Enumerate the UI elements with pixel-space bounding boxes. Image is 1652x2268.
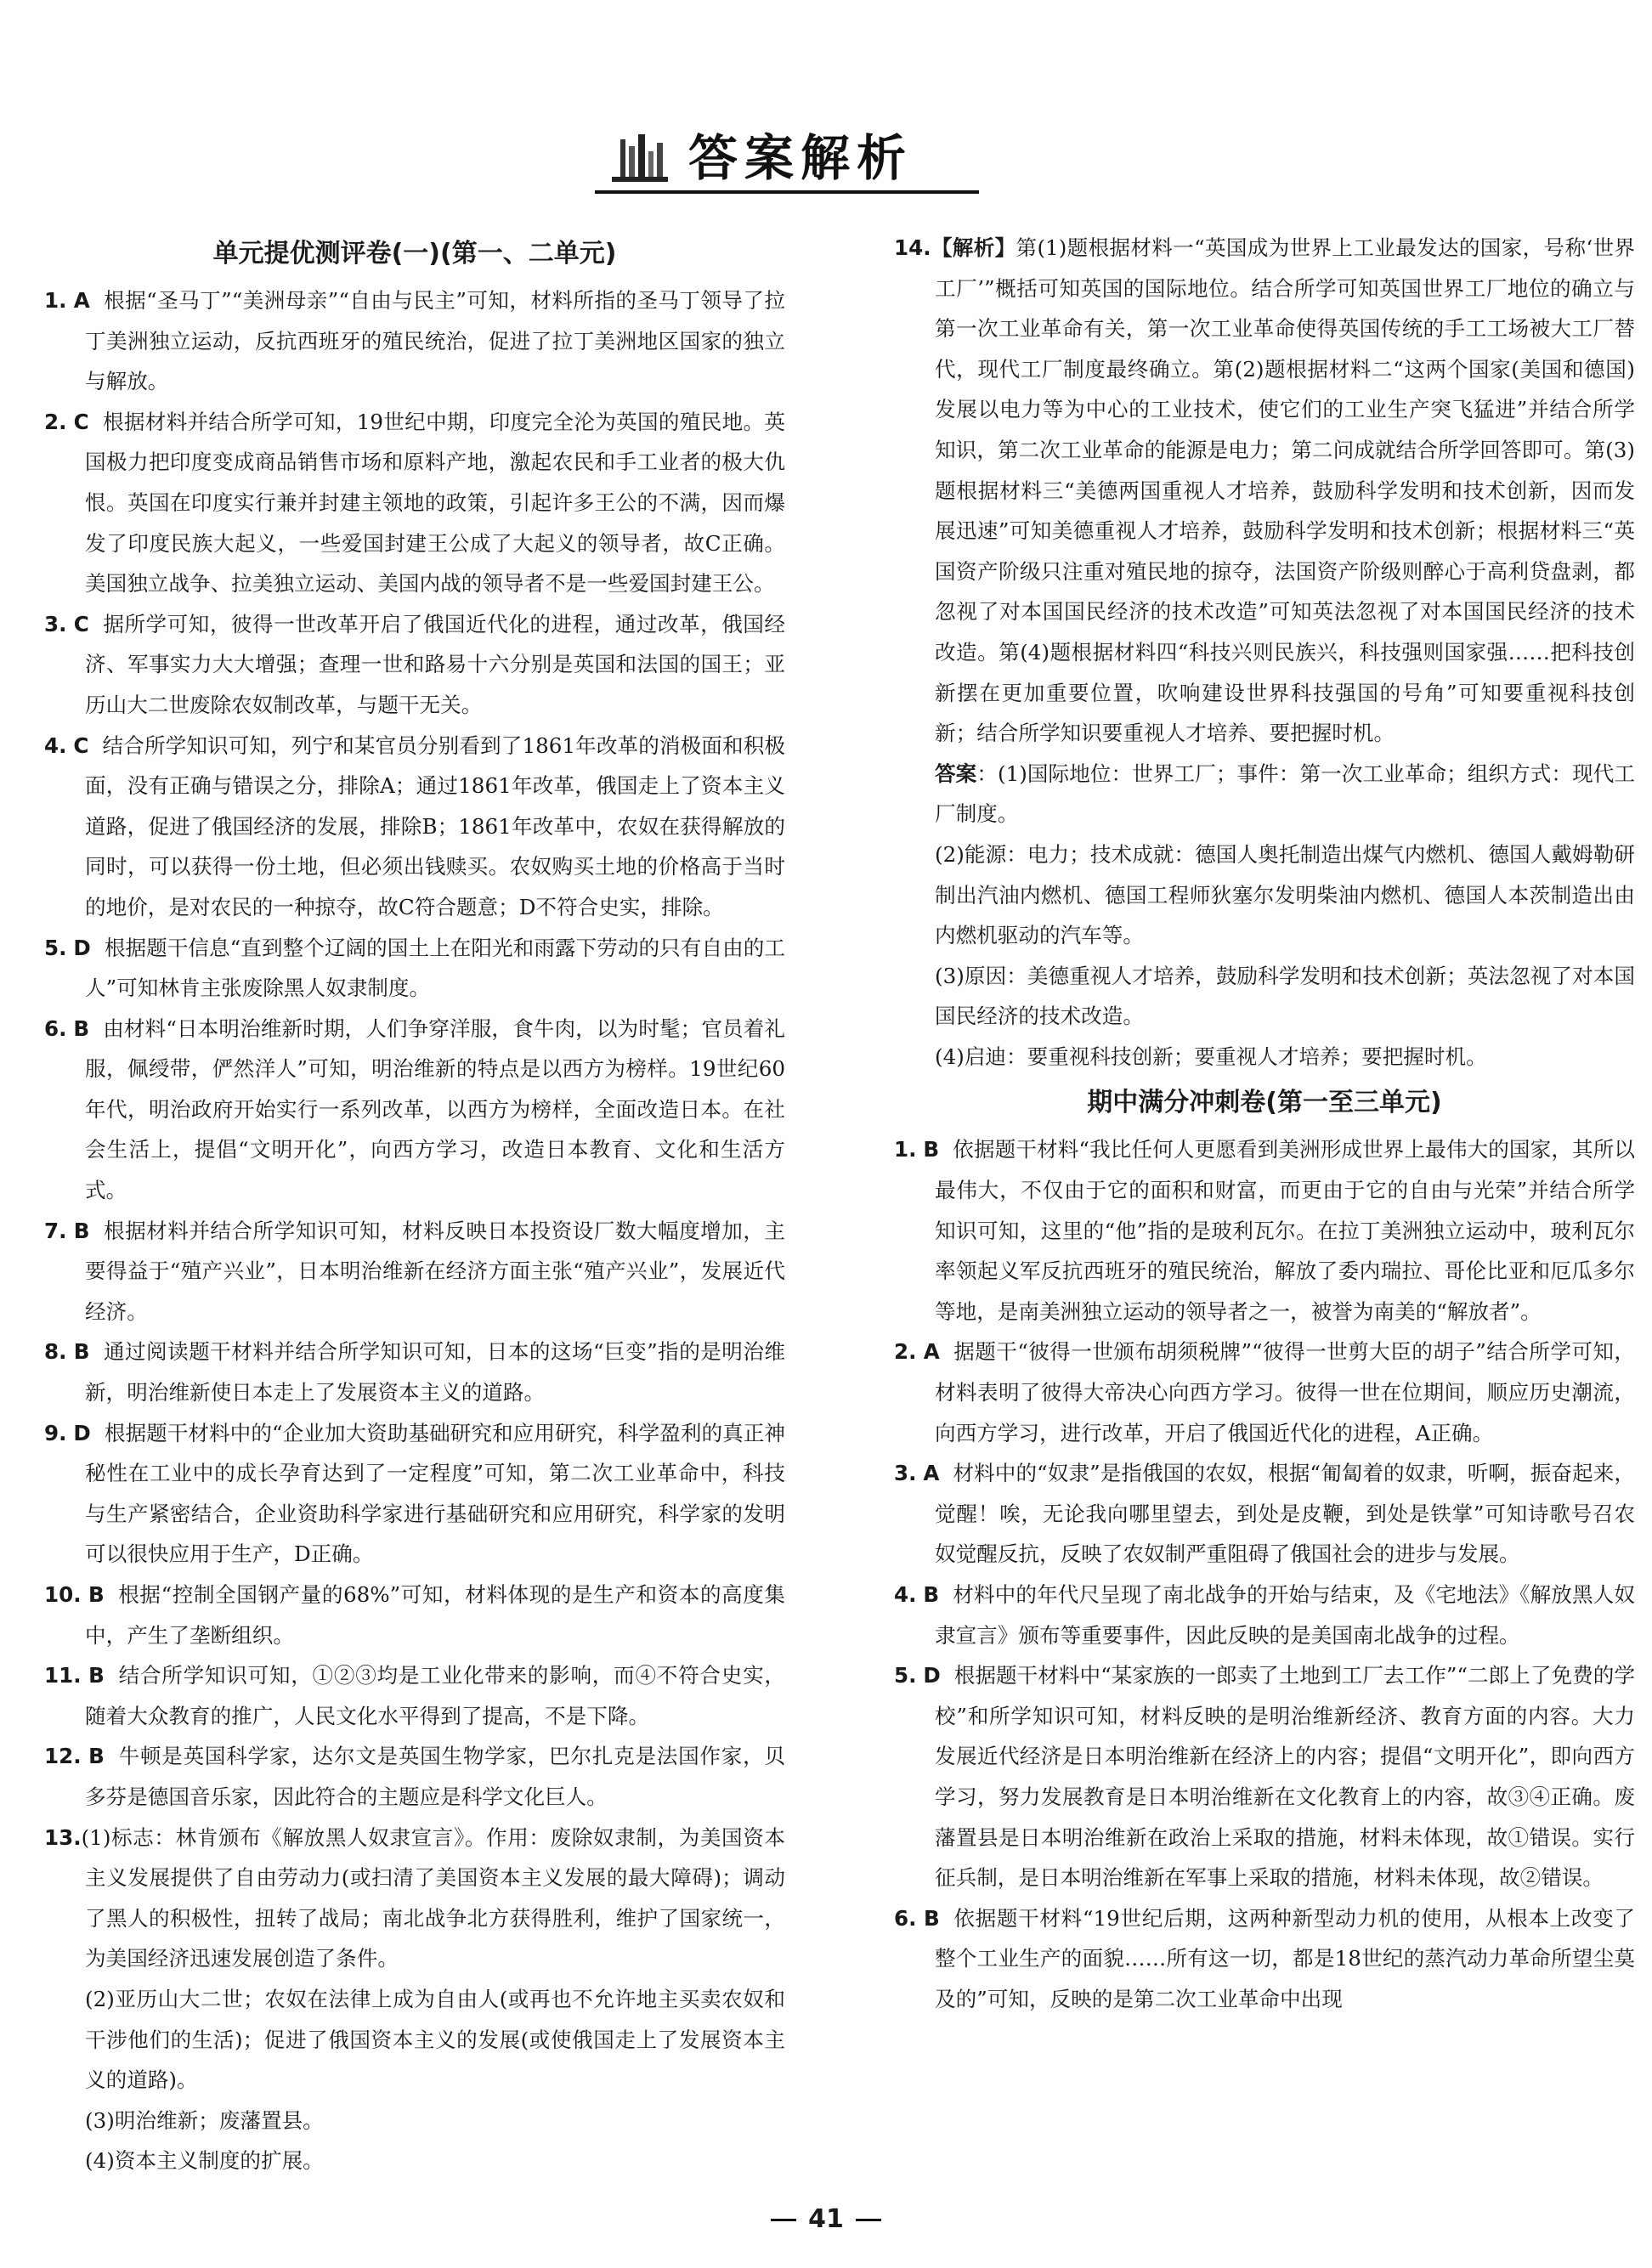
analysis-tag: 【解析】: [931, 235, 1016, 260]
item-answer: D: [73, 935, 91, 960]
sub-answer: (2)亚历山大二世；农奴在法律上成为自由人(或再也不允许地主买卖农奴和干涉他们的生活)；促进了俄国资本主义的发展(或使俄国走上了发展资本主义的道路)。: [85, 1986, 785, 2093]
item-answer: B: [923, 1137, 940, 1162]
answer-item: [44, 1818, 785, 1979]
answer-tag: 答案: [935, 761, 977, 786]
answer-item: [44, 1009, 785, 1211]
section-title: 期中满分冲刺卷(第一至三单元): [1087, 1088, 1442, 1118]
item-number: 3.: [894, 1461, 917, 1486]
sub-answer: (4)资本主义制度的扩展。: [85, 2148, 324, 2174]
item-number: 2.: [894, 1339, 917, 1365]
answer-item: [44, 1211, 785, 1332]
item-text: 根据题干信息“直到整个辽阔的国土上在阳光和雨露下劳动的只有自由的工人”可知林肯主张废除黑人奴隶制度。: [85, 935, 785, 1001]
sub-answer: (3)明治维新；废藩置县。: [85, 2107, 324, 2133]
page-footer: [0, 2204, 1652, 2234]
answer-block: [894, 754, 1635, 834]
item-text: 据所学可知，彼得一世改革开启了俄国近代化的进程，通过改革，俄国经济、军事实力大大增强；查理一世和路易十六分别是英国和法国的国王；亚历山大二世废除农奴制改革，与题干无关。: [85, 611, 785, 717]
item-answer: B: [88, 1663, 105, 1688]
item-text: 依据题干材料“我比任何人更愿看到美洲形成世界上最伟大的国家，其所以最伟大，不仅由于它的面积和财富，而更由于它的自由与光荣”并结合所学知识可知，这里的“他”指的是玻利瓦尔。在拉丁美洲独立运动中，玻利瓦尔率领起义军反抗西班牙的殖民统治，解放了委内瑞拉、哥伦比亚和厄瓜多尔等地，是南美洲独立运动的领导者之一，被誉为南美的“解放者”。: [935, 1137, 1635, 1324]
answer-line: (2)能源：电力；技术成就：德国人奥托制造出煤气内燃机、德国人戴姆勒研制出汽油内燃机、德国工程师狄塞尔发明柴油内燃机、德国人本茨制造出由内燃机驱动的汽车等。: [935, 841, 1635, 948]
answer-item: [44, 1655, 785, 1736]
item-text: 材料中的年代尺呈现了南北战争的开始与结束，及《宅地法》《解放黑人奴隶宣言》颁布等重要事件，因此反映的是美国南北战争的过程。: [935, 1582, 1636, 1648]
footer-dash: [771, 2219, 796, 2221]
item-answer: C: [73, 409, 89, 434]
item-number: 1.: [894, 1137, 917, 1162]
item-answer: B: [88, 1582, 105, 1607]
item-text: 由材料“日本明治维新时期，人们争穿洋服，食牛肉，以为时髦；官员着礼服，佩绶带，俨然洋人”可知，明治维新的特点是以西方为榜样。19世纪60年代，明治政府开始实行一系列改革，以西方为榜样，全面改造日本。在社会生活上，提倡“文明开化”，向西方学习，改造日本教育、文化和生活方式。: [85, 1015, 785, 1203]
item-text: 据题干“彼得一世颁布胡须税牌”“彼得一世剪大臣的胡子”结合所学可知，材料表明了彼得大帝决心向西方学习。彼得一世在位期间，顺应历史潮流，向西方学习，进行改革，开启了俄国近代化的进程，A正确。: [935, 1339, 1635, 1445]
item-answer: B: [73, 1218, 90, 1243]
item-number: 6.: [44, 1015, 67, 1041]
answer-item: [894, 1898, 1635, 2020]
answer-item: [894, 1575, 1635, 1655]
item-number: 1.: [44, 288, 67, 313]
item-text: 根据“控制全国钢产量的68%”可知，材料体现的是生产和资本的高度集中，产生了垄断组织。: [85, 1582, 786, 1648]
answer-item: [44, 1413, 785, 1575]
item-text: 通过阅读题干材料并结合所学知识可知，日本的这场“巨变”指的是明治维新，明治维新使日本走上了发展资本主义的道路。: [85, 1339, 785, 1405]
answer-item: [894, 1655, 1635, 1898]
item-number: 2.: [44, 409, 67, 434]
item-text: 根据题干材料中“某家族的一郎卖了土地到工厂去工作”“二郎上了免费的学校”和所学知识可知，材料反映的是明治维新经济、教育方面的内容。大力发展近代经济是日本明治维新在经济上的内容；提倡“文明开化”，即向西方学习，努力发展教育是日本明治维新在文化教育上的内容，故③④正确。废藩置县是日本明治维新在政治上采取的措施，材料未体现，故①错误。实行征兵制，是日本明治维新在军事上采取的措施，材料未体现，故②错误。: [935, 1663, 1635, 1891]
item-answer: B: [923, 1905, 940, 1931]
item-text: 依据题干材料“19世纪后期，这两种新型动力机的使用，从根本上改变了整个工业生产的面貌……所有这一切，都是18世纪的蒸汽动力革命所望尘莫及的”可知，反映的是第二次工业革命中出现: [935, 1905, 1635, 2011]
item-answer: D: [923, 1663, 941, 1688]
item-answer: B: [88, 1744, 105, 1769]
section-title: 单元提优测评卷(一)(第一、二单元): [212, 239, 617, 269]
item-answer: B: [73, 1339, 90, 1365]
item-number: 4.: [894, 1582, 917, 1607]
item-number: 8.: [44, 1339, 67, 1365]
answer-item: [44, 928, 785, 1009]
answer-item: [44, 402, 785, 604]
item-answer: B: [73, 1015, 90, 1041]
item-text: 根据材料并结合所学可知，19世纪中期，印度完全沦为英国的殖民地。英国极力把印度变成商品销售市场和原料产地，激起农民和手工业者的极大仇恨。英国在印度实行兼并封建主领地的政策，引起许多王公的不满，因而爆发了印度民族大起义，一些爱国封建王公成了大起义的领导者，故C正确。美国独立战争、拉美独立运动、美国内战的领导者不是一些爱国封建王公。: [85, 409, 785, 597]
item-number: 12.: [44, 1744, 82, 1769]
item-text: 牛顿是英国科学家，达尔文是英国生物学家，巴尔扎克是法国作家，贝多芬是德国音乐家，因此符合的主题应是科学文化巨人。: [85, 1744, 785, 1809]
item-text: 根据“圣马丁”“美洲母亲”“自由与民主”可知，材料所指的圣马丁领导了拉丁美洲独立运动，反抗西班牙的殖民统治，促进了拉丁美洲地区国家的独立与解放。: [85, 288, 785, 394]
item-number: 11.: [44, 1663, 82, 1688]
item-answer: D: [73, 1420, 91, 1445]
answer-item: [894, 1332, 1635, 1453]
item-number: 5.: [44, 935, 67, 960]
item-text: 根据题干材料中的“企业加大资助基础研究和应用研究，科学盈利的真正神秘性在工业中的成长孕育达到了一定程度”可知，第二次工业革命中，科技与生产紧密结合，企业资助科学家进行基础研究和应用研究，科学家的发明可以很快应用于生产，D正确。: [85, 1420, 785, 1567]
footer-dash: [856, 2219, 881, 2221]
answer-line: (4)启迪：要重视科技创新；要重视人才培养；要把握时机。: [935, 1044, 1487, 1069]
title-underline: [595, 190, 979, 194]
item-answer: B: [923, 1582, 940, 1607]
answer-item: [44, 726, 785, 928]
item-answer: A: [923, 1339, 940, 1365]
item-text: (1)标志：林肯颁布《解放黑人奴隶宣言》。作用：废除奴隶制，为美国资本主义发展提供了自由劳动力(或扫清了美国资本主义发展的最大障碍)；调动了黑人的积极性，扭转了战局；南北战争北方获得胜利，维护了国家统一，为美国经济迅速发展创造了条件。: [81, 1824, 785, 1971]
item-text: 结合所学知识可知，列宁和某官员分别看到了1861年改革的消极面和积极面，没有正确与错误之分，排除A；通过1861年改革，俄国走上了资本主义道路，促进了俄国经济的发展，排除B；1861年改革中，农奴在获得解放的同时，可以获得一份土地，但必须出钱赎买。农奴购买土地的价格高于当时的地价，是对农民的一种掠夺，故C符合题意；D不符合史实，排除。: [85, 732, 785, 919]
page-number: 41: [808, 2204, 844, 2234]
item-number: 4.: [44, 732, 67, 758]
item-number: 5.: [894, 1663, 917, 1688]
answer-item: [44, 280, 785, 402]
item-number: 13.: [44, 1824, 82, 1850]
item-number: 14.: [894, 235, 931, 260]
page-title: 答案解析: [688, 129, 914, 187]
item-answer: C: [73, 611, 89, 636]
answer-line: (3)原因：美德重视人才培养，鼓励科学发明和技术创新；英法忽视了对本国国民经济的技术改造。: [935, 963, 1635, 1029]
page-header: [0, 127, 1652, 195]
item-answer: A: [73, 288, 90, 313]
answer-item: [894, 1129, 1635, 1332]
answer-item: [894, 1453, 1635, 1575]
item-text: 材料中的“奴隶”是指俄国的农奴，根据“匍匐着的奴隶，听啊，振奋起来，觉醒！唉，无论我向哪里望去，到处是皮鞭，到处是铁掌”可知诗歌号召农奴觉醒反抗，反映了农奴制严重阻碍了俄国社会的进步与发展。: [935, 1461, 1635, 1567]
answer-item: [894, 228, 1635, 754]
answer-item: [44, 1332, 785, 1412]
answer-item: [44, 604, 785, 726]
item-answer: A: [923, 1461, 940, 1486]
item-text: 结合所学知识可知，①②③均是工业化带来的影响，而④不符合史实，随着大众教育的推广，人民文化水平得到了提高，不是下降。: [85, 1663, 785, 1728]
answer-item: [44, 1736, 785, 1817]
item-answer: C: [73, 732, 89, 758]
item-number: 3.: [44, 611, 67, 636]
left-column: [44, 228, 785, 2181]
item-text: 根据材料并结合所学知识可知，材料反映日本投资设厂数大幅度增加，主要得益于“殖产兴业”，日本明治维新在经济方面主张“殖产兴业”，发展近代经济。: [85, 1218, 785, 1324]
answer-line: ：(1)国际地位：世界工厂；事件：第一次工业革命；组织方式：现代工厂制度。: [935, 761, 1635, 827]
item-number: 6.: [894, 1905, 917, 1931]
item-text: 第(1)题根据材料一“英国成为世界上工业最发达的国家，号称‘世界工厂’”概括可知英国的国际地位。结合所学可知英国世界工厂地位的确立与第一次工业革命有关，第一次工业革命使得英国传统的手工工场被大工厂替代，现代工厂制度最终确立。第(2)题根据材料二“这两个国家(美国和德国)发展以电力等为中心的工业技术，使它们的工业生产突飞猛进”并结合所学知识，第二次工业革命的能源是电力；第二问成就结合所学回答即可。第(3)题根据材料三“美德两国重视人才培养，鼓励科学发明和技术创新，因而发展迅速”可知美德重视人才培养，鼓励科学发明和技术创新；根据材料三“英国资产阶级只注重对殖民地的掠夺，法国资产阶级则醉心于高利贷盘剥，都忽视了对本国国民经济的技术改造”可知英法忽视了对本国国民经济的技术改造。第(4)题根据材料四“科技兴则民族兴，科技强则国家强……把科技创新摆在更加重要位置，吹响建设世界科技强国的号角”可知要重视科技创新；结合所学知识要重视人才培养、要把握时机。: [935, 235, 1635, 746]
answer-item: [44, 1575, 785, 1655]
right-column: [894, 228, 1635, 2020]
book-stack-icon: [605, 127, 673, 189]
item-number: 7.: [44, 1218, 67, 1243]
item-number: 9.: [44, 1420, 67, 1445]
item-number: 10.: [44, 1582, 82, 1607]
